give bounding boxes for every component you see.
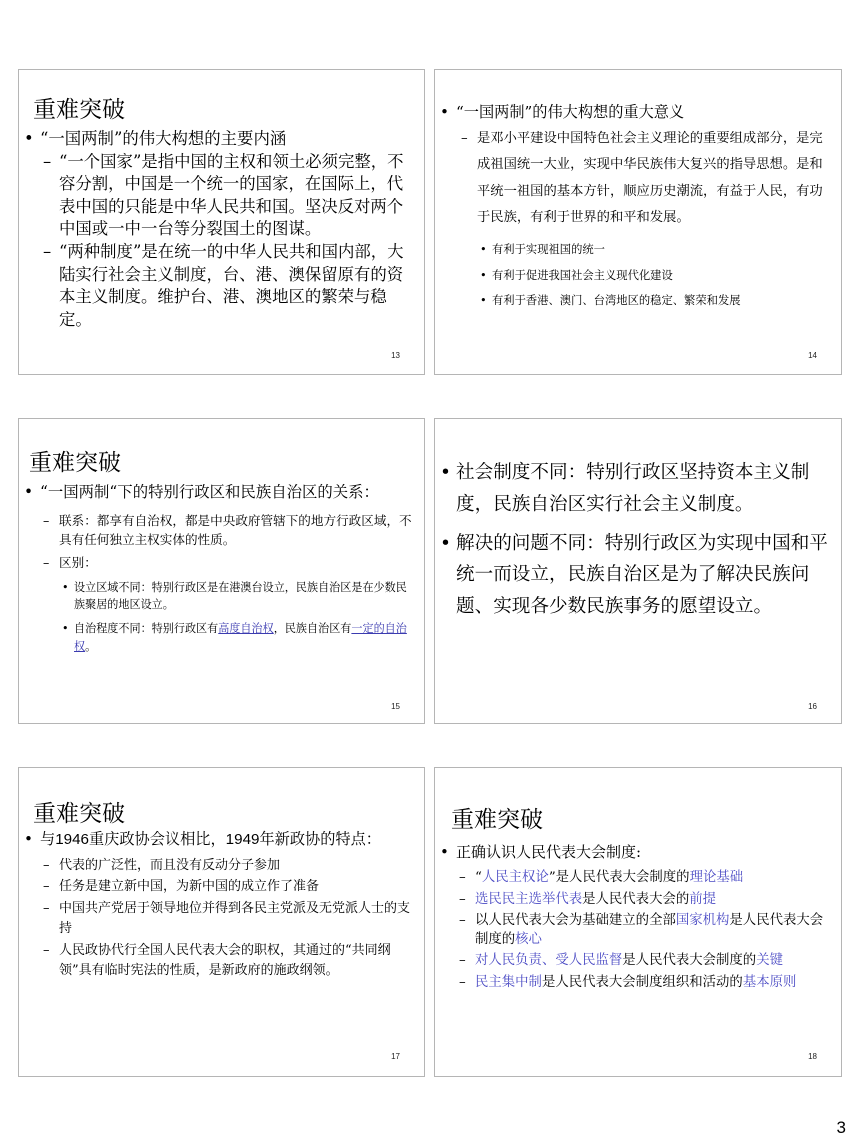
bullet-item [24, 829, 414, 851]
bullet-item: • “一国两制”的伟大构想的主要内涵 [24, 128, 419, 151]
item-text: 是人民代表大会制度的 [622, 953, 757, 969]
slide-16 [434, 418, 842, 724]
highlight-term: 民主集中制 [475, 974, 542, 990]
sub-sub-bullet-item: • 有利于促进我国社会主义现代化建设 [480, 263, 832, 289]
sub-bullet-item: – 中国共产党居于领导地位并得到各民主党派及无党派人士的支持 [41, 899, 414, 940]
bullet-text: 重庆政协会议相比， [88, 830, 226, 848]
sub-sub-bullet-item: • 有利于实现祖国的统一 [480, 237, 832, 263]
sub-sub-bullet-item: • 设立区域不同：特别行政区是在港澳台设立，民族自治区是在少数民族聚居的地区设立。 [62, 579, 414, 614]
slide-content [24, 482, 414, 655]
bullet-item: • 解决的问题不同：特别行政区为实现中国和平统一而设立，民族自治区是为了解决民族问题、实现各少数民族事务的愿望设立。 [440, 528, 834, 623]
bullet-item: • 正确认识人民代表大会制度: [440, 841, 833, 863]
slide-number: 18 [808, 1052, 817, 1061]
slide-content [24, 128, 419, 331]
item-text: 。 [85, 639, 97, 653]
year-1946: 1946 [55, 831, 89, 848]
slide-number: 14 [808, 351, 817, 360]
bullet-item: • 社会制度不同：特别行政区坚持资本主义制度，民族自治区实行社会主义制度。 [440, 457, 834, 521]
sub-bullet-item [457, 952, 833, 971]
bullet-text: 与 [40, 830, 56, 848]
sub-bullet-item [457, 974, 833, 993]
slide-title: 重难突破 [33, 801, 125, 827]
sub-bullet-item [457, 891, 833, 910]
sub-bullet-item: – 是邓小平建设中国特色社会主义理论的重要组成部分，是完成祖国统一大业，实现中华民族伟大复兴的指导思想。是和平统一祖国的基本方针，顺应历史潮流，有益于人民，有功于民族，有利于世界的和平和发展。 [459, 126, 832, 231]
page-number: 3 [836, 1118, 846, 1137]
slide-number: 17 [391, 1052, 400, 1061]
slide-title: 重难突破 [29, 450, 121, 476]
sub-sub-bullet-item: • 有利于香港、澳门、台湾地区的稳定、繁荣和发展 [480, 288, 832, 314]
slide-content [440, 457, 834, 630]
slide-13 [18, 69, 425, 375]
year-1949: 1949 [225, 831, 260, 848]
slide-content [24, 829, 414, 982]
slide-14 [434, 69, 842, 375]
highlight-term: 关键 [756, 953, 783, 969]
sub-bullet-item [457, 869, 833, 888]
slide-title: 重难突破 [451, 807, 543, 833]
item-text: 以人民代表大会为基础建立的全部 [475, 913, 676, 929]
link-high-autonomy[interactable]: 高度自治权 [218, 622, 274, 636]
highlight-term: 基本原则 [742, 974, 797, 990]
sub-bullet-item: – “两种制度”是在统一的中华人民共和国内部，大陆实行社会主义制度，台、港、澳保留原有的资本主义制度。维护台、港、澳地区的繁荣与稳定。 [41, 241, 419, 331]
item-text: ，民族自治区有 [273, 622, 352, 636]
sub-bullet-item [457, 912, 833, 949]
slide-15 [18, 418, 425, 724]
bullet-text: 年新政协的特点： [259, 830, 381, 848]
slide-content [440, 100, 832, 314]
slide-number: 15 [391, 702, 400, 711]
bullet-item: • “一国两制“下的特别行政区和民族自治区的关系： [24, 482, 414, 504]
slide-content [440, 841, 833, 993]
highlight-term: 人民主权论 [481, 870, 549, 885]
item-text: 是人民代表大会的 [582, 891, 690, 907]
slide-title: 重难突破 [33, 97, 125, 123]
highlight-term: 国家机构 [675, 913, 730, 929]
highlight-term: 核心 [515, 931, 542, 947]
highlight-term: 选民民主选举代表 [475, 891, 583, 907]
slide-18 [434, 767, 842, 1077]
sub-bullet-item: – 区别： [41, 553, 414, 573]
sub-bullet-item: – 人民政协代行全国人民代表大会的职权，其通过的“共同纲领”具有临时宪法的性质，是新政府的施政纲领。 [41, 941, 414, 982]
quote-mark: “ [475, 870, 482, 885]
highlight-term: 理论基础 [689, 870, 744, 885]
item-text: ”是人民代表大会制度的 [548, 870, 690, 885]
sub-bullet-item: – 任务是建立新中国，为新中国的成立作了准备 [41, 877, 414, 898]
slide-number: 16 [808, 702, 817, 711]
link-limited-autonomy[interactable]: 一定的自治权 [74, 622, 407, 653]
highlight-term: 对人民负责、受人民监督 [475, 953, 623, 969]
sub-sub-bullet-item [62, 620, 414, 655]
sub-bullet-item: – “一个国家”是指中国的主权和领土必须完整，不容分割，中国是一个统一的国家，在国际上，代表中国的只能是中华人民共和国。坚决反对两个中国或一中一台等分裂国土的图谋。 [41, 151, 419, 241]
bullet-item: • “一国两制”的伟大构想的重大意义 [440, 100, 832, 124]
sub-bullet-item: – 代表的广泛性，而且没有反动分子参加 [41, 856, 414, 877]
item-text: 自治程度不同：特别行政区有 [74, 622, 219, 636]
slide-17 [18, 767, 425, 1077]
item-text: 是人民代表大会制度的 [475, 913, 824, 947]
item-text: 是人民代表大会制度组织和活动的 [541, 974, 743, 990]
slide-number: 13 [391, 351, 400, 360]
highlight-term: 前提 [689, 891, 717, 907]
sub-bullet-item: – 联系：都享有自治权，都是中央政府管辖下的地方行政区域，不具有任何独立主权实体的性质。 [41, 511, 414, 551]
